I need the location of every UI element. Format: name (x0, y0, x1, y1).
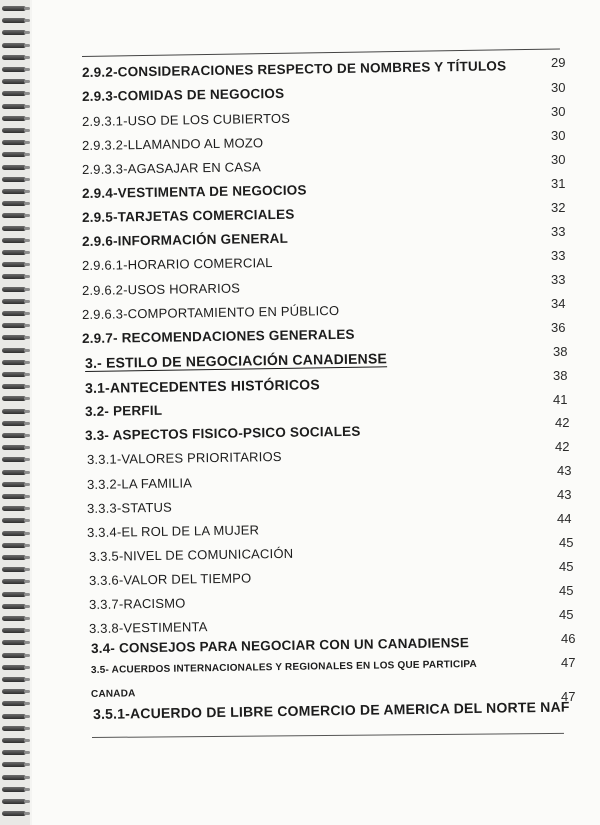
toc-page-number: 38 (553, 344, 568, 359)
toc-entry: 2.9.6.2-USOS HORARIOS (81, 280, 241, 298)
toc-page-number: 30 (551, 104, 566, 119)
toc-entry: 2.9.5-TARJETAS COMERCIALES (81, 206, 295, 225)
toc-page-number: 30 (551, 80, 566, 95)
toc-page-number: 42 (555, 415, 570, 430)
toc-page-number: 34 (551, 296, 566, 311)
toc-page-number: 33 (551, 272, 566, 287)
toc-entry-continuation: CANADA (90, 688, 136, 700)
toc-entry: 3.3.4-EL ROL DE LA MUJER (86, 522, 260, 540)
toc-entry: 2.9.3.1-USO DE LOS CUBIERTOS (81, 110, 291, 129)
toc-page-number: 30 (551, 128, 566, 143)
toc-entry: 3.3.8-VESTIMENTA (88, 619, 208, 636)
toc-page-number: 45 (559, 583, 574, 598)
toc-entry: 2.9.3.2-LLAMANDO AL MOZO (81, 135, 264, 153)
toc-page-number: 29 (551, 55, 566, 70)
toc-page-number: 38 (553, 368, 568, 383)
toc-entry: 3.5.1-ACUERDO DE LIBRE COMERCIO DE AMERICA DEL NORTE NAF (92, 698, 570, 722)
toc-page-number: 42 (555, 439, 570, 454)
toc-page-number: 45 (559, 559, 574, 574)
toc-entry: 3.3.6-VALOR DEL TIEMPO (88, 570, 252, 588)
toc-entry: 3.3.2-LA FAMILIA (86, 475, 193, 492)
toc-chapter-heading: 3.- ESTILO DE NEGOCIACIÓN CANADIENSE (84, 350, 388, 371)
toc-page-number: 43 (557, 463, 572, 478)
toc-entry: 3.3.3-STATUS (86, 499, 173, 516)
toc-page-number: 31 (551, 176, 566, 191)
toc-entry: 2.9.2-CONSIDERACIONES RESPECTO DE NOMBRES Y TÍTULOS (81, 58, 507, 80)
toc-entry: 2.9.3-COMIDAS DE NEGOCIOS (81, 85, 285, 104)
toc-entry: 2.9.6.3-COMPORTAMIENTO EN PÚBLICO (81, 302, 340, 322)
toc-page-number: 47 (561, 655, 576, 670)
toc-page-number: 33 (551, 248, 566, 263)
toc-entry: 2.9.4-VESTIMENTA DE NEGOCIOS (81, 182, 307, 201)
toc-page-number: 44 (557, 511, 572, 526)
toc-entry: 3.3.5-NIVEL DE COMUNICACIÓN (88, 545, 294, 564)
toc-page-number: 47 (561, 689, 576, 704)
toc-page-number: 41 (553, 392, 568, 407)
toc-entry: 3.5- ACUERDOS INTERNACIONALES Y REGIONALES EN LOS QUE PARTICIPA (90, 658, 478, 676)
toc-entry: 2.9.3.3-AGASAJAR EN CASA (81, 159, 262, 177)
toc-page-number: 33 (551, 224, 566, 239)
toc-page-number: 32 (551, 200, 566, 215)
toc-page-number: 45 (559, 535, 574, 550)
toc-page-number: 36 (551, 320, 566, 335)
toc-entry: 3.4- CONSEJOS PARA NEGOCIAR CON UN CANADIENSE (90, 635, 470, 656)
toc-entry: 3.3.1-VALORES PRIORITARIOS (86, 448, 282, 467)
toc-entry: 3.3.7-RACISMO (88, 595, 186, 612)
toc-page-number: 45 (559, 607, 574, 622)
toc-entry: 2.9.7- RECOMENDACIONES GENERALES (81, 326, 355, 346)
toc-page-number: 30 (551, 152, 566, 167)
toc-page-number: 46 (561, 631, 576, 646)
toc-entry: 3.3- ASPECTOS FISICO-PSICO SOCIALES (84, 423, 361, 443)
toc-entry: 2.9.6.1-HORARIO COMERCIAL (81, 255, 273, 273)
toc-entry: 3.1-ANTECEDENTES HISTÓRICOS (84, 376, 320, 396)
toc-page-number: 43 (557, 487, 572, 502)
toc-entry: 3.2- PERFIL (84, 402, 163, 419)
toc-entry: 2.9.6-INFORMACIÓN GENERAL (81, 230, 289, 249)
